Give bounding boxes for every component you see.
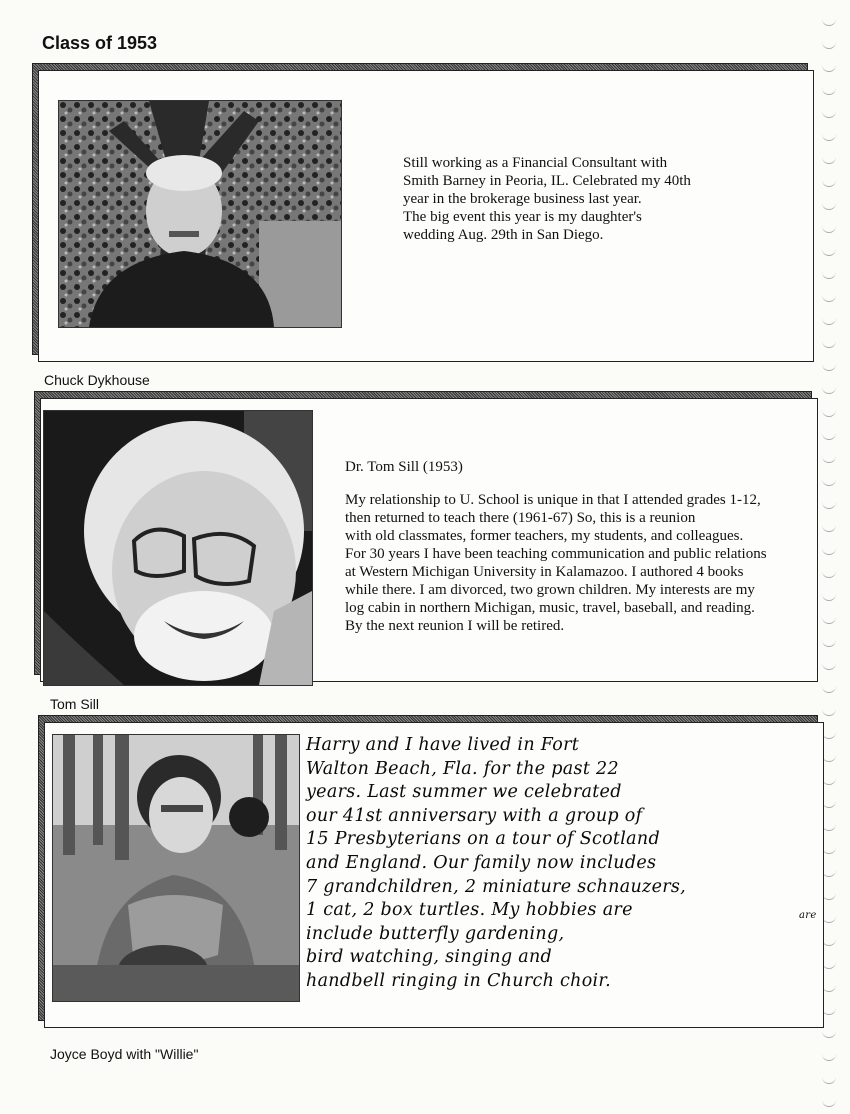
- photo-tom-sill: [43, 410, 313, 686]
- photo-chuck-dykhouse: [58, 100, 342, 328]
- caption-chuck-dykhouse: Chuck Dykhouse: [44, 372, 150, 388]
- caption-tom-sill: Tom Sill: [50, 696, 100, 712]
- entry-panel-joyce: [44, 722, 824, 1028]
- photo-joyce-boyd: [52, 734, 300, 1002]
- entry-panel-tom: [40, 398, 818, 682]
- entry-panel-chuck: [38, 70, 814, 362]
- caption-joyce-boyd: Joyce Boyd with "Willie": [50, 1046, 199, 1062]
- handwritten-note-joyce: Harry and I have lived in Fort Walton Beach, Fla. for the past 22 years. Last summer we celebrated our 41st anniversary with a group of 15 Presbyterians on a tour of Scotland and England. Our family now includes 7 grandchildren, 2 miniature schnauzers, 1 cat, 2 box turtles. My hobbies are include butterfly gardening, bird watching, singing and handbell ringing in Church choir.: [306, 735, 687, 991]
- entry-text-chuck: Still working as a Financial Consultant with Smith Barney in Peoria, IL. Celebrated my 40th year in the brokerage business last year. The big event this year is my daughter's wedding Aug. 29th in San Diego.: [403, 155, 691, 243]
- entry-heading-tom: Dr. Tom Sill (1953): [345, 459, 463, 475]
- entry-text-tom: Dr. Tom Sill (1953) My relationship to U. School is unique in that I attended grades 1-12, then returned to teach there (1961-67) So, this is a reunion with old classmates, former teachers, my students, and colleagues. For 30 years I have been teaching communication and public relations at Western Michigan University in Kalamazoo. I authored 4 books while there. I am divorced, two grown children. My interests are my log cabin in northern Michigan, music, travel, baseball, and reading. By the next reunion I will be retired.: [345, 458, 815, 635]
- page-title: Class of 1953: [42, 33, 158, 53]
- binder-holes: [822, 10, 844, 1114]
- handwritten-note-joyce-annotation: are: [799, 910, 817, 921]
